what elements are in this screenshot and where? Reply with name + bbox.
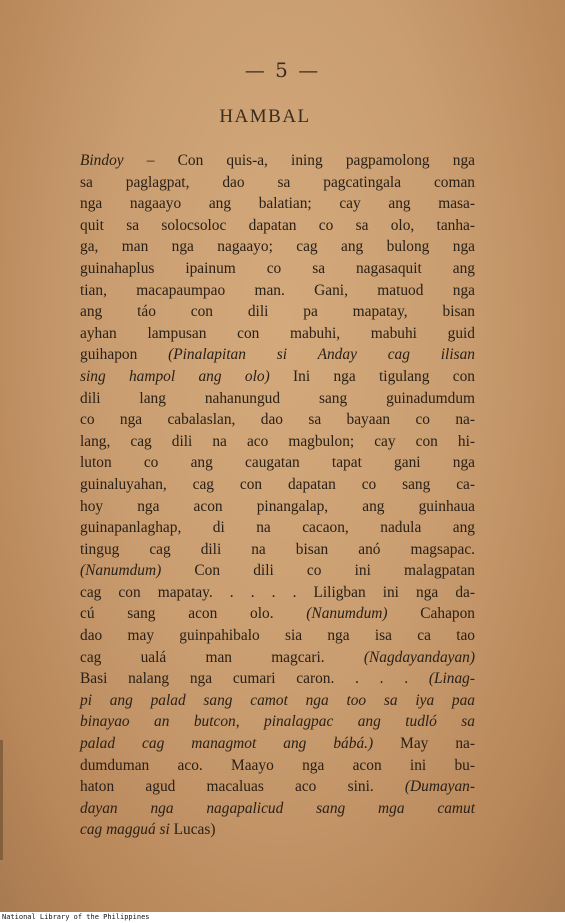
text-segment: tian, macapaumpao man. Gani, matuod nga xyxy=(80,281,475,299)
text-line xyxy=(80,647,475,669)
text-segment: guinahaplus ipainum co sa nagasaquit ang xyxy=(80,259,475,277)
stage-direction: (Dumayan- xyxy=(404,778,475,796)
text-segment: cag ualá man magcari. xyxy=(80,648,364,666)
text-line xyxy=(80,388,475,410)
text-segment: ayhan lampusan con mabuhi, mabuhi guid xyxy=(80,324,475,342)
stage-direction: Bindoy xyxy=(80,152,124,169)
text-segment: ang táo con dili pa mapatay, bisan xyxy=(80,303,475,321)
text-segment: ga, man nga nagaayo; cag ang bulong nga xyxy=(80,238,475,256)
text-line xyxy=(80,452,475,474)
text-line xyxy=(80,733,475,755)
text-segment: Lucas) xyxy=(173,821,216,839)
text-segment: guinaluyahan, cag con dapatan co sang ca- xyxy=(80,475,475,493)
text-segment: nga nagaayo ang balatian; cay ang masa- xyxy=(80,195,475,213)
text-line xyxy=(80,711,475,733)
stage-direction: (Nanumdum) xyxy=(306,605,388,623)
stage-direction: binayao an butcon, pinalagpac ang tudló sa xyxy=(80,713,475,731)
stage-direction: palad cag managmot ang bábá.) xyxy=(80,735,374,753)
text-segment: Cahapon xyxy=(387,605,475,623)
text-segment: quit sa solocsoloc dapatan co sa olo, tanha- xyxy=(80,216,475,234)
text-segment: Ini nga tigulang con xyxy=(269,367,476,385)
text-line xyxy=(80,690,475,712)
page-edge-mark xyxy=(0,740,3,860)
text-line xyxy=(80,431,475,453)
text-segment: haton agud macaluas aco sini. xyxy=(80,778,405,796)
text-segment: luton co ang caugatan tapat gani nga xyxy=(80,454,475,472)
text-line xyxy=(80,301,475,323)
text-segment: cag con mapatay. . . . . Liligban ini nga da- xyxy=(80,583,475,601)
stage-direction: cag magguá si xyxy=(80,821,174,839)
text-line xyxy=(80,344,475,366)
text-line xyxy=(80,755,475,777)
text-line xyxy=(80,193,475,215)
text-line xyxy=(80,560,475,582)
stage-direction: (Nagdayandayan) xyxy=(363,648,475,666)
text-line xyxy=(80,150,475,172)
text-line xyxy=(80,366,475,388)
text-line xyxy=(80,474,475,496)
stage-direction: (Linag- xyxy=(428,670,475,688)
text-line xyxy=(80,409,475,431)
text-segment: May na- xyxy=(373,735,475,753)
text-line xyxy=(80,258,475,280)
text-line xyxy=(80,798,475,820)
text-segment: lang, cag dili na aco magbulon; cay con hi- xyxy=(80,432,475,450)
text-segment: cú sang acon olo. xyxy=(80,605,307,623)
text-line xyxy=(80,539,475,561)
text-segment: co nga cabalaslan, dao sa bayaan co na- xyxy=(80,411,475,429)
text-line xyxy=(80,603,475,625)
text-line xyxy=(80,668,475,690)
stage-direction: pi ang palad sang camot nga too sa iya paa xyxy=(80,691,475,709)
text-line xyxy=(80,215,475,237)
text-segment: Con dili co ini malagpatan xyxy=(161,562,475,580)
dialogue-text xyxy=(80,150,475,841)
text-line xyxy=(80,172,475,194)
stage-direction: (Pinalapitan si Anday cag ilisan xyxy=(168,346,475,364)
page-number: — 5 — xyxy=(244,58,321,82)
text-segment: dumduman aco. Maayo nga acon ini bu- xyxy=(80,756,475,774)
text-line xyxy=(80,819,475,841)
text-segment: hoy nga acon pinangalap, ang guinhaua xyxy=(80,497,475,515)
text-line xyxy=(80,323,475,345)
text-line xyxy=(80,625,475,647)
stage-direction: (Nanumdum) xyxy=(80,562,162,580)
text-line xyxy=(80,776,475,798)
stage-direction: sing hampol ang olo) xyxy=(80,367,270,385)
footer-bar xyxy=(0,912,565,923)
text-segment: guihapon xyxy=(80,346,169,364)
text-segment: Basi nalang nga cumari caron. . . . xyxy=(80,670,429,688)
text-segment: dao may guinpahibalo sia nga isa ca tao xyxy=(80,627,475,645)
text-segment: – Con quis-a, ining pagpamolong nga xyxy=(123,152,475,169)
text-segment: sa paglagpat, dao sa pagcatingala coman xyxy=(80,173,475,191)
text-line xyxy=(80,496,475,518)
text-segment: tingug cag dili na bisan anó magsapac. xyxy=(80,540,475,558)
text-line xyxy=(80,236,475,258)
text-segment: dili lang nahanungud sang guinadumdum xyxy=(80,389,475,407)
text-line xyxy=(80,280,475,302)
stage-direction: dayan nga nagapalicud sang mga camut xyxy=(80,799,475,817)
text-line xyxy=(80,582,475,604)
library-credit: National Library of the Philippines xyxy=(2,913,150,921)
text-line xyxy=(80,517,475,539)
text-segment: guinapanlaghap, di na cacaon, nadula ang xyxy=(80,519,475,537)
section-heading: HAMBAL xyxy=(219,106,311,127)
